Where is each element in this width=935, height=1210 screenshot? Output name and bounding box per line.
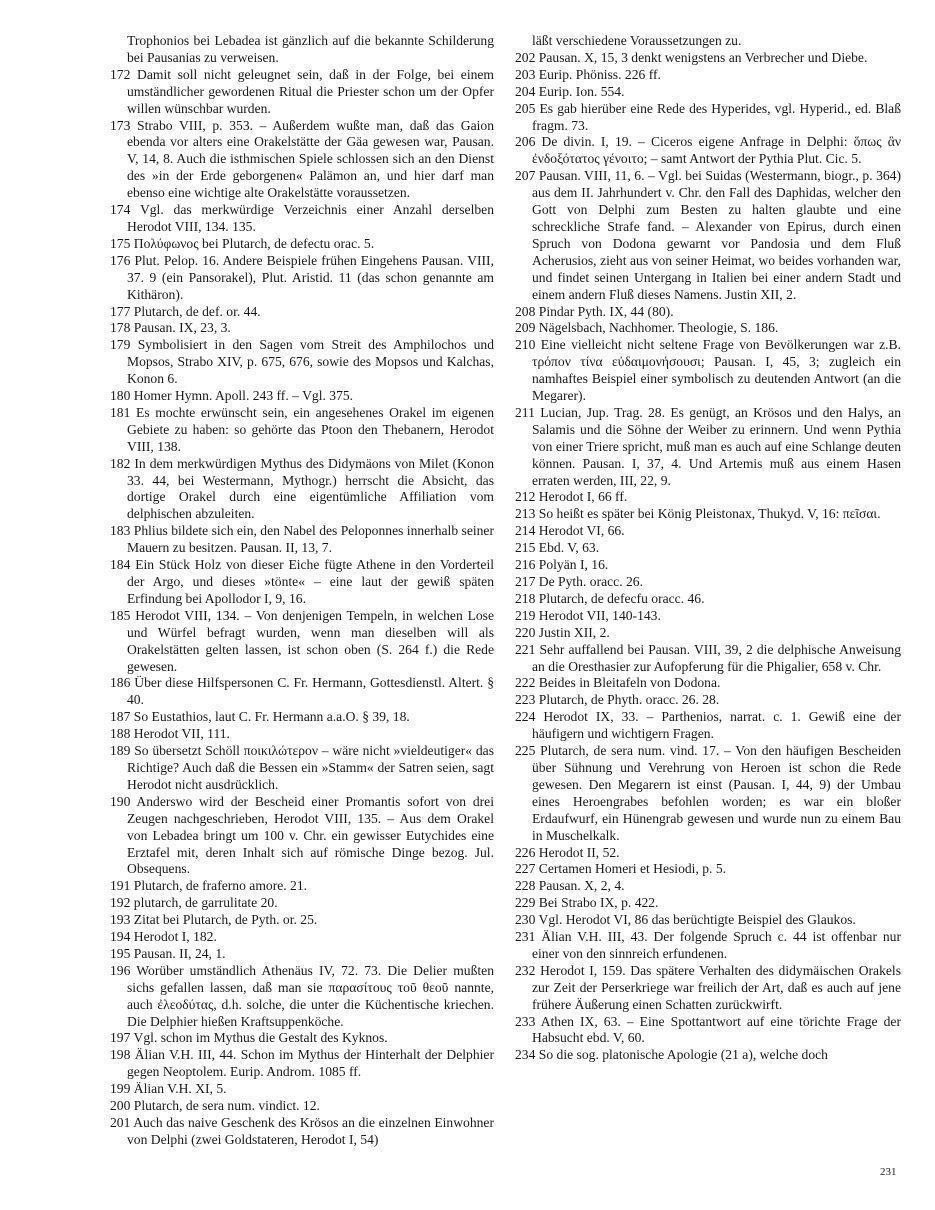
footnote-number: 223 xyxy=(515,692,536,708)
footnote-number: 175 xyxy=(110,235,131,251)
footnote-number: 210 xyxy=(515,337,536,353)
footnote-number: 182 xyxy=(110,455,131,471)
footnote-221 xyxy=(515,642,901,676)
footnote-text: Beides in Bleitafeln von Dodona. xyxy=(538,675,721,691)
footnote-179 xyxy=(110,337,494,388)
footnote-175 xyxy=(110,236,494,253)
footnote-195 xyxy=(110,946,494,963)
footnote-number: 209 xyxy=(515,320,536,336)
footnote-text: Herodot VI, 66. xyxy=(538,523,625,539)
footnote-number: 226 xyxy=(515,844,536,860)
footnote-173 xyxy=(110,118,494,203)
footnote-text: Vgl. schon im Mythus die Gestalt des Kyknos. xyxy=(133,1030,388,1046)
footnote-number: 229 xyxy=(515,895,536,911)
footnote-number: 193 xyxy=(110,912,131,928)
footnote-continuation xyxy=(110,33,494,67)
footnote-text: Polyän I, 16. xyxy=(538,557,609,573)
footnote-number: 184 xyxy=(110,557,131,573)
footnote-text: Plutarch, de sera num. vindict. 12. xyxy=(133,1098,320,1114)
footnote-177 xyxy=(110,304,494,321)
footnote-number: 224 xyxy=(515,709,536,725)
page-number: 231 xyxy=(880,1166,897,1178)
footnote-text: Plut. Pelop. 16. Andere Beispiele frühen Eingehens Pausan. VIII, 37. 9 (ein Pansorakel), Plut. Aristid. 11 (das schon genannte am Kithäron). xyxy=(127,252,494,302)
footnote-text: Plutarch, de defecfu oracc. 46. xyxy=(538,590,705,606)
footnote-text: Über diese Hilfspersonen C. Fr. Hermann, Gottesdienstl. Altert. § 40. xyxy=(127,675,494,708)
footnote-text: De Pyth. oracc. 26. xyxy=(538,574,643,589)
footnote-217 xyxy=(515,574,901,591)
footnote-number: 202 xyxy=(515,49,536,65)
footnote-201 xyxy=(110,1115,494,1149)
footnote-continuation xyxy=(515,33,901,50)
footnote-text: Eine vielleicht nicht seltene Frage von Bevölkerungen war z.B. τρόπον τίνα εὐδαιμονήσουσι; Pausan. I, 45, 3; zugleich ein namhaftes Beispiel einer symbolisch zu deutenden Antwort (an die Megarer). xyxy=(532,337,902,404)
footnote-text: Πολύφωνος bei Plutarch, de defectu orac. 5. xyxy=(133,235,375,251)
footnote-number: 222 xyxy=(515,675,536,691)
footnote-196 xyxy=(110,963,494,1031)
footnote-218 xyxy=(515,591,901,608)
right-column xyxy=(515,33,901,1064)
footnote-231 xyxy=(515,929,901,963)
footnote-number: 180 xyxy=(110,388,131,404)
footnote-number: 231 xyxy=(515,929,536,945)
footnote-text: Plutarch, de Phyth. oracc. 26. 28. xyxy=(538,692,720,708)
footnote-number: 194 xyxy=(110,929,131,945)
footnote-text: Plutarch, de sera num. vind. 17. – Von den häufigen Bescheiden über Sühnung und Verehrung von Heroen ist schon die Rede gewesen. Den Megarern ist einst (Pausan. I, 44, 9) der Umbau eines Heroengrabes befohlen worden; es war ein bloßer Erdaufwurf, ein Hünengrab gewesen und wurde nun zu einem Bau in Muschelkalk. xyxy=(532,743,901,843)
footnote-number: 214 xyxy=(515,523,536,539)
footnote-number: 186 xyxy=(110,675,131,691)
footnote-number: 188 xyxy=(110,726,131,742)
footnote-number: 177 xyxy=(110,303,131,319)
footnote-number: 187 xyxy=(110,709,131,725)
footnote-text: Ebd. V, 63. xyxy=(538,540,600,556)
footnote-text: Phlius bildete sich ein, den Nabel des Peloponnes innerhalb seiner Mauern zu besitzen. Pausan. II, 13, 7. xyxy=(127,523,494,556)
footnote-180 xyxy=(110,388,494,405)
footnote-number: 218 xyxy=(515,590,536,606)
footnote-text: Herodot VII, 140-143. xyxy=(538,607,661,623)
footnote-text: plutarch, de garrulitate 20. xyxy=(133,895,278,911)
footnote-number: 204 xyxy=(515,83,536,99)
footnote-187 xyxy=(110,709,494,726)
footnote-number: 217 xyxy=(515,574,536,589)
footnote-216 xyxy=(515,557,901,574)
footnote-185 xyxy=(110,608,494,676)
footnote-text: Athen IX, 63. – Eine Spottantwort auf eine törichte Frage der Habsucht ebd. V, 60. xyxy=(532,1013,901,1046)
footnote-number: 207 xyxy=(515,168,536,184)
footnote-194 xyxy=(110,929,494,946)
footnote-text: Worüber umständlich Athenäus IV, 72. 73. Die Delier mußten sichs gefallen lassen, daß man sie παρασίτους τοῦ θεοῦ nannte, auch ἐλεοδύτας, d.h. solche, die unter die Küchentische kriechen. Die Delphier hießen Kraftsuppenköche. xyxy=(127,962,495,1029)
footnote-number: 192 xyxy=(110,895,131,911)
footnote-206 xyxy=(515,134,901,168)
footnote-text: So die sog. platonische Apologie (21 a), welche doch xyxy=(538,1047,828,1063)
footnote-text: Lucian, Jup. Trag. 28. Es genügt, an Krösos und den Halys, an Salamis und die Söhne der Weiber zu erinnern. Und wenn Pythia von einer Triere spricht, muß man es auch auf eine Schlange deuten können. Pausan. I, 37, 4. Und Artemis muß aus einem Hasen erraten werden, III, 22, 9. xyxy=(532,404,901,488)
footnote-text: Pindar Pyth. IX, 44 (80). xyxy=(538,303,674,319)
footnote-192 xyxy=(110,895,494,912)
footnote-text: Herodot VIII, 134. – Von denjenigen Tempeln, in welchen Lose und Würfel befragt wurden, wenn man dieselben will als Orakelstätten gelten lassen, ist schon oben (S. 264 f.) die Rede gewesen. xyxy=(127,607,494,674)
footnote-number: 233 xyxy=(515,1013,536,1029)
footnote-182 xyxy=(110,456,494,524)
footnote-number: 176 xyxy=(110,252,131,268)
footnote-234 xyxy=(515,1047,901,1064)
footnote-number: 179 xyxy=(110,337,131,353)
footnote-text: Zitat bei Plutarch, de Pyth. or. 25. xyxy=(133,912,318,928)
footnote-224 xyxy=(515,709,901,743)
footnote-number: 190 xyxy=(110,793,131,809)
footnote-text: Anderswo wird der Bescheid einer Promantis sofort von drei Zeugen nachgeschrieben, Herodot VIII, 135. – Aus dem Orakel von Lebadea bringt um 100 v. Chr. ein gewisser Eutychides eine Erztafel mit, deren Inhalt sich auf römische Dinge bezog. Jul. Obsequens. xyxy=(127,793,494,877)
footnote-number: 205 xyxy=(515,100,536,116)
footnote-213 xyxy=(515,506,901,523)
footnote-text: So übersetzt Schöll ποικιλώτερον – wäre nicht »vieldeutiger« das Richtige? Auch daß die Bessen ein »Stamm« der Satren seien, sagt Herodot nicht ausdrücklich. xyxy=(127,743,494,792)
footnote-212 xyxy=(515,489,901,506)
footnote-text: Bei Strabo IX, p. 422. xyxy=(538,895,659,911)
footnote-214 xyxy=(515,523,901,540)
footnote-text: Pausan. II, 24, 1. xyxy=(133,945,226,961)
footnote-text: Nägelsbach, Nachhomer. Theologie, S. 186. xyxy=(538,320,779,336)
footnote-number: 203 xyxy=(515,66,536,82)
footnote-text: In dem merkwürdigen Mythus des Didymäons von Milet (Konon 33. 44, bei Westermann, Mythogr.) herrscht die Absicht, das dortige Orakel durch eine eigentümliche Affiliation vom delphischen abzuleiten. xyxy=(127,455,495,522)
footnote-text: Trophonios bei Lebadea ist gänzlich auf die bekannte Schilderung bei Pausanias zu verweisen. xyxy=(127,33,494,65)
footnote-211 xyxy=(515,405,901,490)
footnote-number: 232 xyxy=(515,962,536,978)
footnote-208 xyxy=(515,304,901,321)
footnote-number: 198 xyxy=(110,1047,131,1063)
footnote-number: 181 xyxy=(110,404,131,420)
footnote-number: 200 xyxy=(110,1098,131,1114)
footnote-text: Herodot II, 52. xyxy=(538,844,620,860)
footnote-191 xyxy=(110,878,494,895)
footnote-181 xyxy=(110,405,494,456)
footnote-number: 201 xyxy=(110,1115,131,1130)
footnote-number: 221 xyxy=(515,641,536,657)
footnote-number: 189 xyxy=(110,743,131,759)
footnote-text: Herodot VII, 111. xyxy=(133,726,230,742)
footnote-text: Älian V.H. XI, 5. xyxy=(133,1081,227,1097)
footnote-199 xyxy=(110,1081,494,1098)
footnote-227 xyxy=(515,861,901,878)
footnote-203 xyxy=(515,67,901,84)
footnote-text: Pausan. IX, 23, 3. xyxy=(133,320,231,336)
left-column xyxy=(110,33,494,1149)
footnote-230 xyxy=(515,912,901,929)
footnote-223 xyxy=(515,692,901,709)
footnote-number: 230 xyxy=(515,912,536,928)
footnote-number: 195 xyxy=(110,945,131,961)
footnote-number: 173 xyxy=(110,117,131,133)
footnote-number: 212 xyxy=(515,489,536,505)
footnote-198 xyxy=(110,1047,494,1081)
footnote-text: Pausan. VIII, 11, 6. – Vgl. bei Suidas (Westermann, biogr., p. 364) aus dem II. Jahrhundert v. Chr. den Fall des Daphidas, welcher den Gott von Delphi zum Besten zu halten glaubte und eine schreckliche Strafe fand. – Alexander von Epirus, durch einen Spruch von Dodona gewarnt vor Pandosia und dem Fluß Acherusios, zieht aus von seiner Heimat, wo beides vorhanden war, und findet seinen Untergang in Italien bei einer andern Stadt und einem andern Fluß dieses Namens. Justin XII, 2. xyxy=(532,168,902,302)
footnote-225 xyxy=(515,743,901,844)
footnote-text: Älian V.H. III, 44. Schon im Mythus der Hinterhalt der Delphier gegen Neoptolem. Eurip. Androm. 1085 ff. xyxy=(127,1047,494,1080)
footnote-text: Vgl. Herodot VI, 86 das berüchtigte Beispiel des Glaukos. xyxy=(538,912,856,928)
footnote-number: 216 xyxy=(515,557,536,573)
footnote-188 xyxy=(110,726,494,743)
footnote-text: Eurip. Phöniss. 226 ff. xyxy=(538,66,661,82)
footnote-174 xyxy=(110,202,494,236)
footnote-text: Certamen Homeri et Hesiodi, p. 5. xyxy=(538,861,727,877)
footnote-text: Älian V.H. III, 43. Der folgende Spruch c. 44 ist offenbar nur einer von den sinnreich erfundenen. xyxy=(532,929,901,961)
footnote-number: 219 xyxy=(515,607,536,623)
footnote-205 xyxy=(515,101,901,135)
footnote-number: 196 xyxy=(110,962,131,978)
footnote-text: Herodot I, 182. xyxy=(133,929,217,945)
footnote-text: Ein Stück Holz von dieser Eiche fügte Athene in den Vorderteil der Argo, und dieses »tönte« – eine laut der gewiß späten Erfindung bei Apollodor I, 9, 16. xyxy=(127,557,494,606)
footnote-text: Plutarch, de def. or. 44. xyxy=(133,303,261,319)
footnote-197 xyxy=(110,1030,494,1047)
footnote-text: So heißt es später bei König Pleistonax, Thukyd. V, 16: πεῖσαι. xyxy=(538,506,881,522)
footnote-text: Vgl. das merkwürdige Verzeichnis einer Anzahl derselben Herodot VIII, 134. 135. xyxy=(127,202,494,234)
footnote-204 xyxy=(515,84,901,101)
footnote-text: Es gab hierüber eine Rede des Hyperides, vgl. Hyperid., ed. Blaß fragm. 73. xyxy=(532,100,901,133)
footnote-193 xyxy=(110,912,494,929)
footnote-text: läßt verschiedene Voraussetzungen zu. xyxy=(532,33,742,48)
footnote-number: 228 xyxy=(515,878,536,894)
footnote-222 xyxy=(515,675,901,692)
footnote-number: 172 xyxy=(110,66,131,82)
footnote-number: 225 xyxy=(515,743,536,759)
footnote-text: Herodot I, 159. Das spätere Verhalten des didymäischen Orakels zur Zeit der Perserkriege war freilich der Art, daß es auch auf jene frühere Äußerung einen Schatten zurückwirft. xyxy=(532,962,901,1012)
footnote-189 xyxy=(110,743,494,794)
footnote-228 xyxy=(515,878,901,895)
footnote-200 xyxy=(110,1098,494,1115)
footnote-text: Symbolisiert in den Sagen vom Streit des Amphilochos und Mopsos, Strabo XIV, p. 675, 676, sowie des Mopsos und Kalchas, Konon 6. xyxy=(127,337,494,387)
footnote-text: Plutarch, de fraferno amore. 21. xyxy=(133,878,308,894)
footnote-text: Strabo VIII, p. 353. – Außerdem wußte man, daß das Gaion ebenda vor alters eine Orakelstätte der Gäa gewesen war, Pausan. V, 14, 8. Auch die isthmischen Spiele schlossen sich an den Dienst des »in der Erde geborgenen« Palämon an, und hier darf man ebenso eine wichtige alte Orakelstätte voraussetzen. xyxy=(127,117,494,201)
footnote-183 xyxy=(110,523,494,557)
footnote-text: Pausan. X, 2, 4. xyxy=(538,878,625,894)
footnote-number: 178 xyxy=(110,320,131,336)
footnote-172 xyxy=(110,67,494,118)
footnote-number: 220 xyxy=(515,624,536,640)
footnote-text: Herodot IX, 33. – Parthenios, narrat. c. 1. Gewiß eine der häufigern und wichtigern Fragen. xyxy=(532,709,901,742)
footnote-232 xyxy=(515,963,901,1014)
footnote-text: Herodot I, 66 ff. xyxy=(538,489,628,505)
footnote-215 xyxy=(515,540,901,557)
footnote-number: 234 xyxy=(515,1047,536,1063)
footnote-text: Justin XII, 2. xyxy=(538,624,610,640)
footnote-220 xyxy=(515,625,901,642)
footnote-text: Es mochte erwünscht sein, ein angesehenes Orakel im eigenen Gebiete zu haben: so gehörte das Ptoon den Thebanern, Herodot VIII, 138. xyxy=(127,404,494,454)
footnote-207 xyxy=(515,168,901,303)
footnote-number: 208 xyxy=(515,303,536,319)
footnote-number: 206 xyxy=(515,134,536,150)
footnote-text: So Eustathios, laut C. Fr. Hermann a.a.O. § 39, 18. xyxy=(133,709,410,725)
footnote-190 xyxy=(110,794,494,879)
footnote-number: 199 xyxy=(110,1081,131,1097)
footnote-text: De divin. I, 19. – Ciceros eigene Anfrage in Delphi: ὅπως ἂν ἐνδοξότατος γένοιτο; – samt Antwort der Pythia Plut. Cic. 5. xyxy=(532,134,901,167)
footnote-number: 183 xyxy=(110,523,131,539)
footnote-229 xyxy=(515,895,901,912)
footnote-number: 213 xyxy=(515,506,536,522)
footnote-number: 185 xyxy=(110,607,131,623)
footnote-text: Pausan. X, 15, 3 denkt wenigstens an Verbrecher und Diebe. xyxy=(538,49,868,65)
footnote-202 xyxy=(515,50,901,67)
footnote-number: 191 xyxy=(110,878,131,894)
footnote-184 xyxy=(110,557,494,608)
footnote-text: Damit soll nicht geleugnet sein, daß in der Folge, bei einem umständlicher gewordenen Ritual die Priester schon um der Opfer willen wünschbar wurden. xyxy=(127,66,494,116)
footnote-209 xyxy=(515,320,901,337)
footnote-text: Sehr auffallend bei Pausan. VIII, 39, 2 die delphische Anweisung an die Oresthasier zur Aufopferung für die Phigalier, 658 v. Chr. xyxy=(532,641,901,674)
footnote-text: Auch das naive Geschenk des Krösos an die einzelnen Einwohner von Delphi (zwei Goldstateren, Herodot I, 54) xyxy=(127,1115,494,1147)
footnote-233 xyxy=(515,1014,901,1048)
footnote-219 xyxy=(515,608,901,625)
footnote-176 xyxy=(110,253,494,304)
footnote-number: 197 xyxy=(110,1030,131,1046)
footnote-number: 211 xyxy=(515,404,535,420)
footnote-number: 227 xyxy=(515,861,536,877)
footnote-number: 174 xyxy=(110,202,131,218)
footnote-text: Homer Hymn. Apoll. 243 ff. – Vgl. 375. xyxy=(133,388,354,404)
footnote-186 xyxy=(110,675,494,709)
footnote-number: 215 xyxy=(515,540,536,556)
footnote-226 xyxy=(515,845,901,862)
footnote-210 xyxy=(515,337,901,405)
footnote-text: Eurip. Ion. 554. xyxy=(538,83,625,99)
footnote-178 xyxy=(110,320,494,337)
